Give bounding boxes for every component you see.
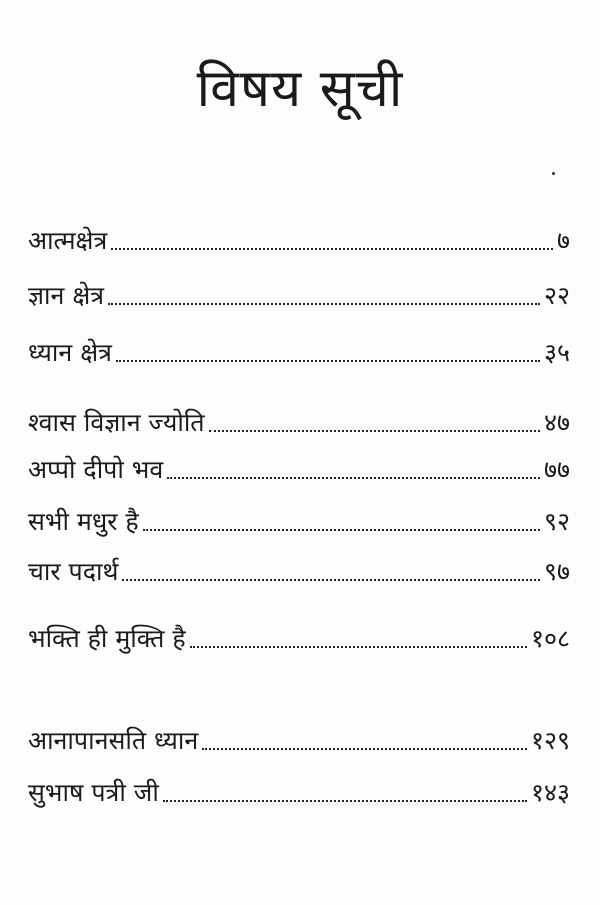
toc-entry[interactable] [28, 451, 570, 487]
dot-leader [202, 747, 527, 750]
toc-entry-title: आनापानसति ध्यान [28, 726, 199, 755]
toc-entry-page: १४३ [530, 778, 570, 807]
toc-entry[interactable] [28, 774, 570, 810]
dot-leader [143, 528, 540, 531]
toc-entry-page: ७७ [543, 455, 570, 484]
dot-leader [163, 799, 527, 802]
toc-entry-title: सुभाष पत्री जी [28, 778, 159, 807]
toc-entry[interactable] [28, 334, 570, 370]
toc-entry-title: आत्मक्षेत्र [28, 226, 108, 255]
toc-entry[interactable] [28, 620, 570, 656]
toc-entry[interactable] [28, 222, 570, 258]
toc-entry-title: चार पदार्थ [28, 557, 119, 586]
toc-entry-page: १०८ [530, 624, 570, 653]
toc-entry-title: श्वास विज्ञान ज्योति [28, 408, 205, 437]
toc-entry-page: ९२ [543, 507, 570, 536]
dot-leader [209, 429, 540, 432]
dot-leader [116, 359, 540, 362]
ink-speck [552, 172, 555, 175]
toc-entry-page: ४७ [543, 408, 570, 437]
toc-entry-page: १२९ [530, 726, 570, 755]
dot-leader [111, 247, 553, 250]
dot-leader [190, 645, 527, 648]
toc-entry[interactable] [28, 503, 570, 539]
toc-entry-title: भक्ति ही मुक्ति है [28, 624, 186, 653]
dot-leader [122, 578, 540, 581]
page-title: विषय सूची [196, 58, 404, 119]
dot-leader [108, 302, 540, 305]
toc-entry-title: सभी मधुर है [28, 507, 139, 536]
toc-entry-page: २२ [543, 281, 570, 310]
toc-entry[interactable] [28, 277, 570, 313]
toc-entry[interactable] [28, 404, 570, 440]
toc-entry-title: ज्ञान क्षेत्र [28, 281, 105, 310]
toc-entry-page: ९७ [543, 557, 570, 586]
toc-entry-page: ७ [556, 226, 570, 255]
toc-entry-title: अप्पो दीपो भव [28, 455, 164, 484]
toc-entry-title: ध्यान क्षेत्र [28, 338, 112, 367]
toc-entry[interactable] [28, 553, 570, 589]
dot-leader [167, 476, 540, 479]
toc-entry-page: ३५ [543, 338, 570, 367]
toc-entry[interactable] [28, 722, 570, 758]
